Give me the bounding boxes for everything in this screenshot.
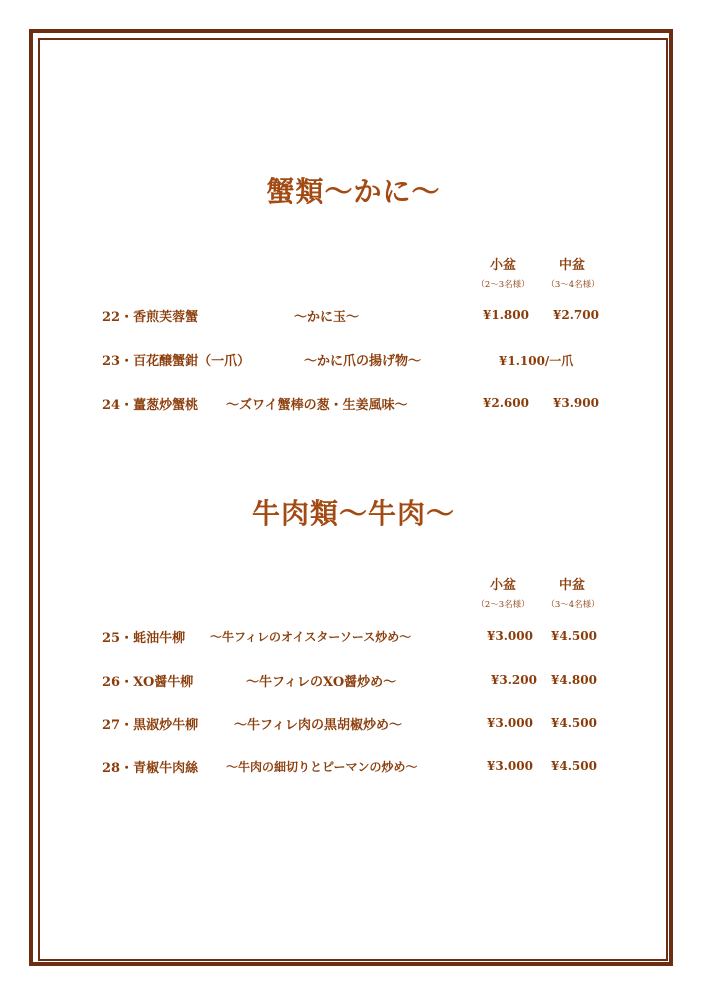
- item-description: ～かに玉～: [294, 310, 360, 325]
- item-name: 22・香煎芙蓉蟹: [102, 310, 199, 325]
- column-subheader-small: （2～3名様）: [476, 600, 530, 610]
- menu-item: [102, 757, 418, 776]
- menu-item: [102, 394, 408, 413]
- column-header-small: 小盆: [489, 578, 516, 593]
- price-medium: ¥4.500: [551, 716, 597, 730]
- price-medium: ¥4.500: [551, 759, 597, 773]
- item-name: 23・百花醸蟹鉗（一爪）: [102, 354, 251, 369]
- price-small: ¥3.000: [487, 716, 533, 730]
- price-medium: ¥4.500: [551, 629, 597, 643]
- item-description: ～牛フィレのXO醤炒め～: [246, 675, 397, 690]
- price-small: ¥3.000: [487, 629, 533, 643]
- column-header-medium: 中盆: [558, 258, 585, 273]
- item-description: ～牛フィレ肉の黒胡椒炒め～: [234, 718, 402, 733]
- column-header-medium: 中盆: [558, 578, 585, 593]
- item-name: 25・蚝油牛柳: [102, 631, 186, 646]
- price-small: ¥3.200: [491, 673, 537, 687]
- item-name: 26・XO醤牛柳: [102, 675, 194, 690]
- menu-item: [102, 350, 422, 369]
- price-small: ¥1.800: [483, 308, 529, 322]
- menu-item: [102, 671, 397, 690]
- column-subheader-medium: （3～4名様）: [546, 280, 600, 290]
- column-subheader-small: （2～3名様）: [476, 280, 530, 290]
- item-description: ～かに爪の揚げ物～: [304, 354, 422, 369]
- item-name: 24・薑葱炒蟹桃: [102, 398, 199, 413]
- section-title-crab: 蟹類～かに～: [266, 175, 441, 208]
- section-title-beef: 牛肉類～牛肉～: [251, 497, 455, 530]
- item-description: ～牛フィレのオイスターソース炒め～: [210, 630, 412, 644]
- item-name: 28・青椒牛肉絲: [102, 761, 199, 776]
- item-description: ～牛肉の細切りとピーマンの炒め～: [226, 760, 418, 774]
- price-small: ¥3.000: [487, 759, 533, 773]
- price-single: ¥1.100/一爪: [499, 354, 574, 368]
- item-description: ～ズワイ蟹棒の葱・生姜風味～: [226, 398, 408, 413]
- item-name: 27・黒淑炒牛柳: [102, 718, 199, 733]
- price-medium: ¥4.800: [551, 673, 597, 687]
- menu-item: [102, 714, 402, 733]
- price-medium: ¥3.900: [553, 396, 599, 410]
- column-subheader-medium: （3～4名様）: [546, 600, 600, 610]
- price-medium: ¥2.700: [553, 308, 599, 322]
- column-header-small: 小盆: [489, 258, 516, 273]
- menu-item: [102, 306, 360, 325]
- menu-item: [102, 627, 412, 646]
- price-small: ¥2.600: [483, 396, 529, 410]
